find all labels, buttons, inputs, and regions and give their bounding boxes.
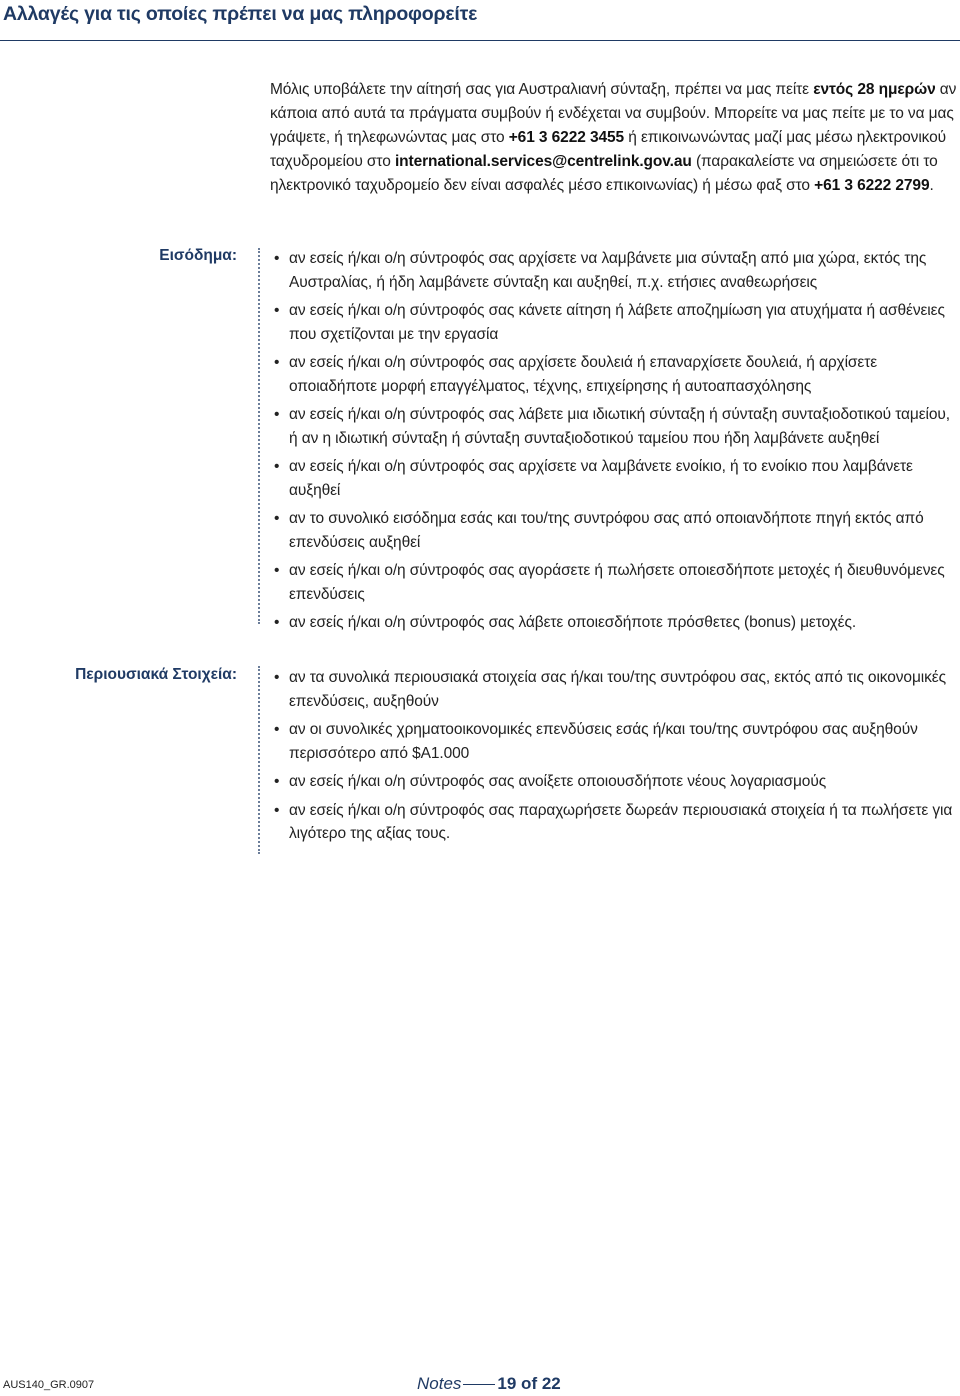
assets-separator — [258, 666, 262, 854]
page-footer — [417, 1374, 561, 1394]
list-item: • αν εσείς ή/και ο/η σύντροφός σας αγοράσετε ή πωλήσετε οποιεσδήποτε μετοχές ή διευθυνόμενες επενδύσεις — [270, 559, 960, 606]
list-item: • αν τα συνολικά περιουσιακά στοιχεία σας ή/και του/της συντρόφου σας, εκτός από τις οικονομικές επενδύσεις, αυξηθούν — [270, 666, 960, 713]
intro-text-3: ή επικοινωνώντας μαζί μας μέσω ηλεκτρονικού ταχυδρομείου στο — [270, 129, 947, 170]
list-item: • αν οι συνολικές χρηματοοικονομικές επενδύσεις εσάς ή/και του/της συντρόφου σας αυξηθούν περισσότερο από $A1.000 — [270, 718, 960, 765]
deadline-text: εντός 28 ημερών — [813, 81, 936, 98]
assets-label: Περιουσιακά Στοιχεία: — [75, 666, 237, 683]
document-code: AUS140_GR.0907 — [3, 1379, 95, 1391]
list-item: • αν εσείς ή/και ο/η σύντροφός σας παραχωρήσετε δωρεάν περιουσιακά στοιχεία ή τα πωλήσετε για λιγότερο της αξίας τους. — [270, 799, 960, 846]
page-number: 19 of 22 — [497, 1374, 561, 1393]
list-item: • αν εσείς ή/και ο/η σύντροφός σας ανοίξετε οποιουσδήποτε νέους λογαριασμούς — [270, 770, 960, 794]
list-item: • αν εσείς ή/και ο/η σύντροφός σας λάβετε οποιεσδήποτε πρόσθετες (bonus) μετοχές. — [270, 611, 960, 635]
list-item: • αν το συνολικό εισόδημα εσάς και του/της συντρόφου σας από οποιανδήποτε πηγή εκτός από επενδύσεις αυξηθεί — [270, 507, 960, 554]
income-separator — [258, 248, 262, 624]
footer-dash — [463, 1384, 495, 1385]
list-item: • αν εσείς ή/και ο/η σύντροφός σας αρχίσετε να λαμβάνετε μια σύνταξη από μια χώρα, εκτός της Αυστραλίας, ή ήδη λαμβάνετε σύνταξη και αυξηθεί, π.χ. ετήσιες αναθεωρήσεις — [270, 247, 960, 294]
title-divider — [0, 40, 960, 41]
intro-text-5: . — [929, 177, 934, 194]
income-label: Εισόδημα: — [159, 247, 237, 264]
intro-text-2: αν κάποια από αυτά τα πράγματα συμβούν ή ενδέχεται να συμβούν. Μπορείτε να μας πείτε με το να μας γράψετε, ή τηλεφωνώντας μας στο — [270, 81, 957, 146]
assets-list — [270, 666, 960, 851]
intro-paragraph — [270, 78, 960, 198]
email-address: international.services@centrelink.gov.au — [394, 153, 692, 170]
list-item: • αν εσείς ή/και ο/η σύντροφός σας αρχίσετε να λαμβάνετε ενοίκιο, ή το ενοίκιο που λαμβάνετε αυξηθεί — [270, 455, 960, 502]
phone-number: +61 3 6222 3455 — [508, 129, 625, 146]
footer-notes: Notes — [417, 1374, 462, 1393]
intro-text-4: (παρακαλείστε να σημειώσετε ότι το ηλεκτρονικό ταχυδρομείο δεν είναι ασφαλές μέσο επικοινωνίας) ή μέσω φαξ στο — [270, 153, 938, 194]
income-list — [270, 247, 960, 640]
intro-text-1: Μόλις υποβάλετε την αίτησή σας για Αυστραλιανή σύνταξη, πρέπει να μας πείτε — [270, 81, 814, 98]
list-item: • αν εσείς ή/και ο/η σύντροφός σας λάβετε μια ιδιωτική σύνταξη ή σύνταξη συνταξιοδοτικού ταμείου, ή αν η ιδιωτική σύνταξη ή σύνταξη συνταξιοδοτικού ταμείου που ήδη λαμβάνετε αυξηθεί — [270, 403, 960, 450]
list-item: • αν εσείς ή/και ο/η σύντροφός σας κάνετε αίτηση ή λάβετε αποζημίωση για ατυχήματα ή ασθένειες που σχετίζονται με την εργασία — [270, 299, 960, 346]
list-item: • αν εσείς ή/και ο/η σύντροφός σας αρχίσετε δουλειά ή επαναρχίσετε δουλειά, ή αρχίσετε οποιαδήποτε μορφή επαγγέλματος, τέχνης, επιχείρησης ή αυτοαπασχόλησης — [270, 351, 960, 398]
fax-number: +61 3 6222 2799 — [814, 177, 930, 194]
page-title: Αλλαγές για τις οποίες πρέπει να μας πληροφορείτε — [3, 3, 478, 25]
